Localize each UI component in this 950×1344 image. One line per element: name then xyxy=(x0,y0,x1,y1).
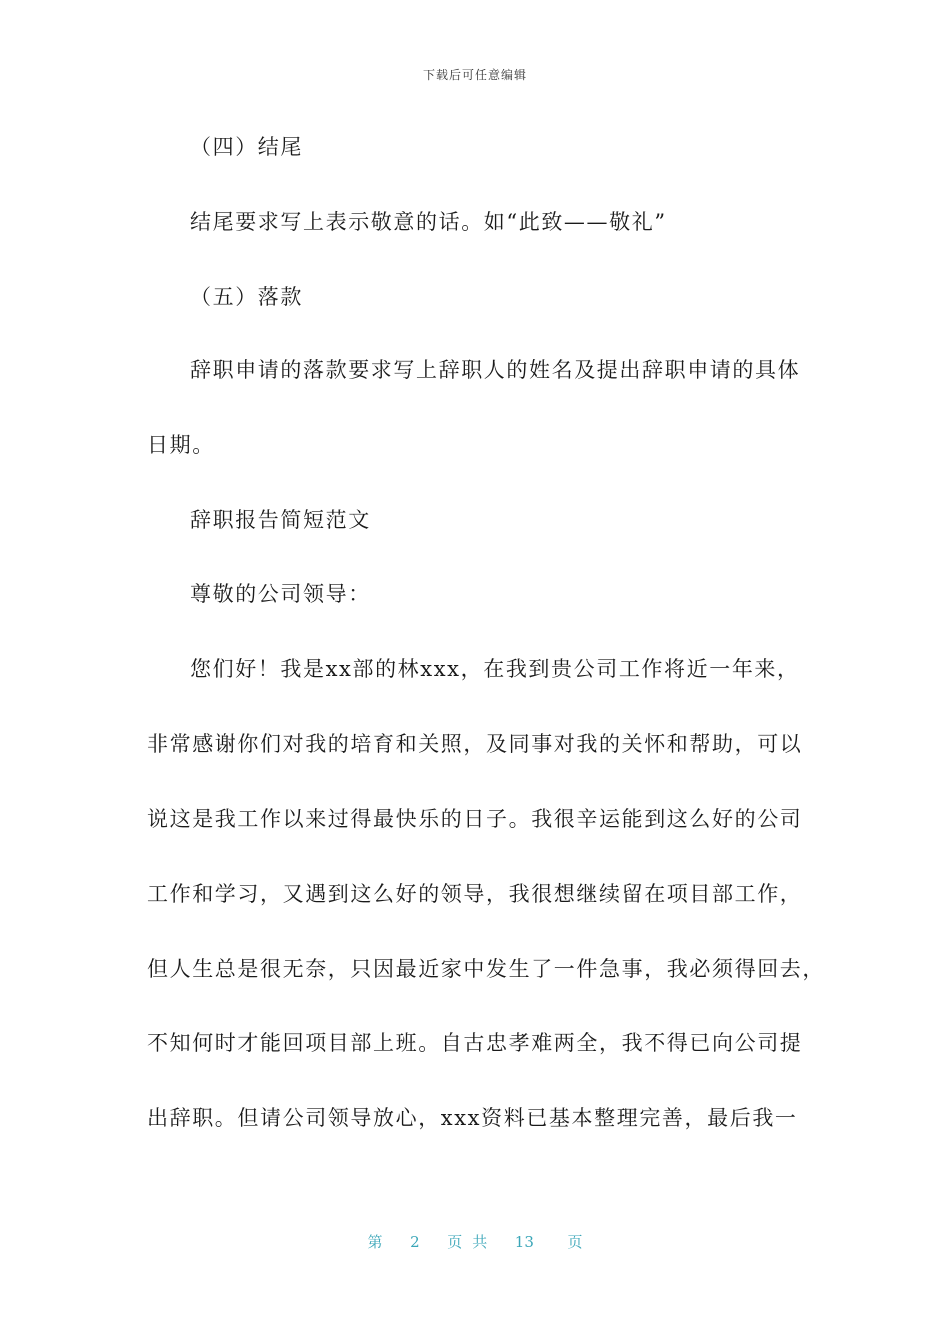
paragraph-line: 辞职申请的落款要求写上辞职人的姓名及提出辞职申请的具体 xyxy=(190,358,801,382)
paragraph-line: 日期。 xyxy=(147,433,215,457)
current-page-number: 2 xyxy=(410,1233,420,1251)
section-heading-signature: （五）落款 xyxy=(190,285,303,309)
page-footer xyxy=(0,1231,950,1252)
paragraph-line: 出辞职。但请公司领导放心，xxx资料已基本整理完善，最后我一 xyxy=(147,1106,798,1130)
total-page-count: 13 xyxy=(514,1233,534,1251)
footer-suffix: 页 xyxy=(567,1233,583,1251)
paragraph-line: 说这是我工作以来过得最快乐的日子。我很辛运能到这么好的公司 xyxy=(147,807,803,831)
paragraph-line: 非常感谢你们对我的培育和关照，及同事对我的关怀和帮助，可以 xyxy=(147,732,803,756)
paragraph-line: 但人生总是很无奈，只因最近家中发生了一件急事，我必须得回去， xyxy=(147,957,825,981)
paragraph-line: 工作和学习，又遇到这么好的领导，我很想继续留在项目部工作， xyxy=(147,882,803,906)
sample-title: 辞职报告简短范文 xyxy=(190,508,371,532)
footer-middle: 页共 xyxy=(447,1233,498,1251)
paragraph-line: 不知何时才能回项目部上班。自古忠孝难两全，我不得已向公司提 xyxy=(147,1031,803,1055)
footer-prefix: 第 xyxy=(367,1233,383,1251)
paragraph-line: 您们好！我是xx部的林xxx，在我到贵公司工作将近一年来， xyxy=(190,657,800,681)
paragraph-line: 结尾要求写上表示敬意的话。如“此致——敬礼” xyxy=(190,210,667,234)
salutation: 尊敬的公司领导： xyxy=(190,582,371,606)
page-header: 下载后可任意编辑 xyxy=(422,68,527,82)
section-heading-ending: （四）结尾 xyxy=(190,135,303,159)
